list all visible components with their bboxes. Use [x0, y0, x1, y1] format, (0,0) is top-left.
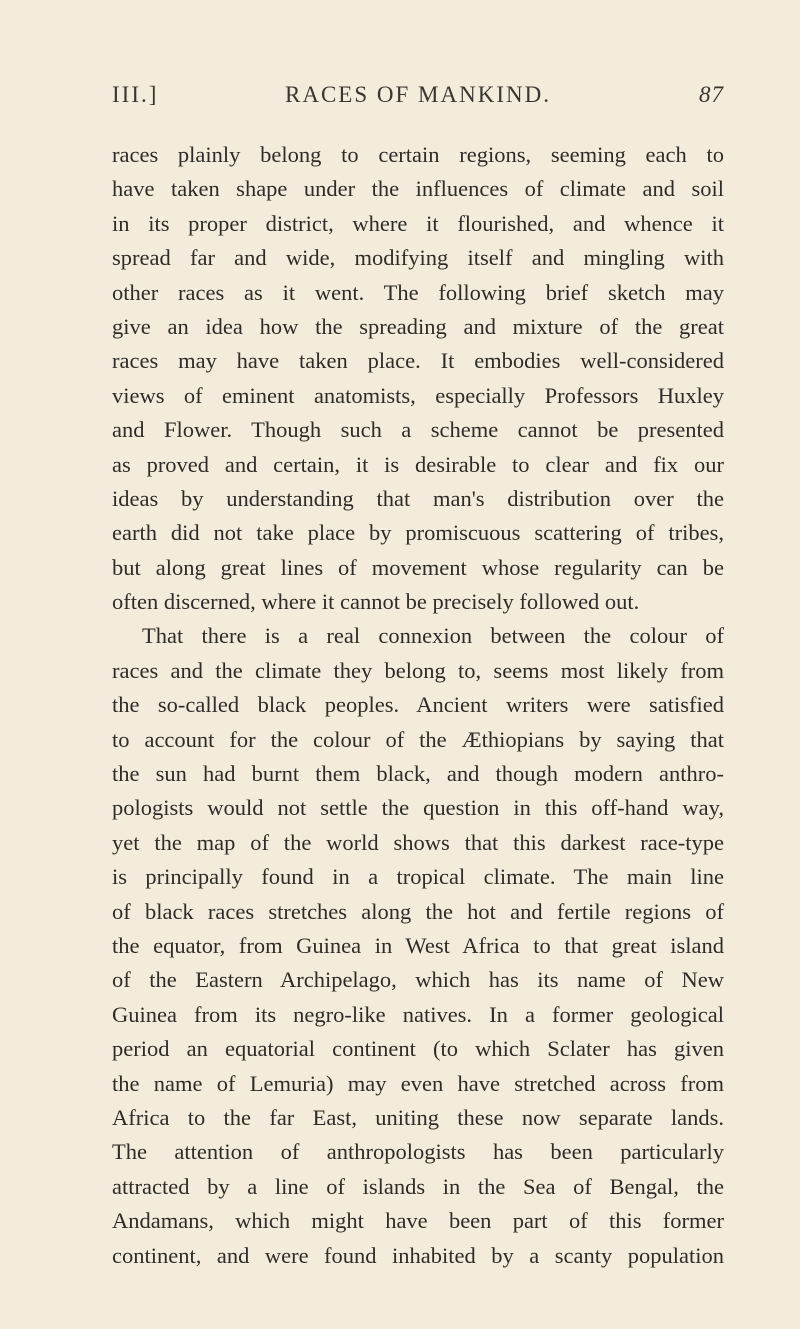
text-line: in its proper district, where it flourished, and whence it: [112, 210, 724, 236]
text-line: Guinea from its negro-like natives. In a former geological: [112, 1001, 724, 1027]
text-line: continent, and were found inhabited by a scanty population: [112, 1242, 724, 1268]
running-head: [112, 82, 724, 114]
text-line: races may have taken place. It embodies well-considered: [112, 348, 724, 374]
text-line: period an equatorial continent (to which Sclater has given: [112, 1036, 724, 1062]
text-line: attracted by a line of islands in the Sea of Bengal, the: [112, 1173, 724, 1199]
text-line: spread far and wide, modifying itself and mingling with: [112, 245, 724, 271]
page-number: 87: [699, 82, 724, 107]
text-line: of the Eastern Archipelago, which has its name of New: [112, 967, 724, 993]
text-line: views of eminent anatomists, especially Professors Huxley: [112, 382, 724, 408]
text-line: the name of Lemuria) may even have stretched across from: [112, 1070, 724, 1096]
text-line: The attention of anthropologists has been particularly: [112, 1139, 724, 1165]
text-line: but along great lines of movement whose regularity can be: [112, 554, 724, 580]
text-line: Africa to the far East, uniting these now separate lands.: [112, 1104, 724, 1130]
text-line: earth did not take place by promiscuous scattering of tribes,: [112, 520, 724, 546]
text-line: yet the map of the world shows that this darkest race-type: [112, 829, 724, 855]
body-text: [112, 138, 724, 1273]
text-line: other races as it went. The following brief sketch may: [112, 279, 724, 305]
text-line: pologists would not settle the question in this off-hand way,: [112, 795, 724, 821]
text-line: have taken shape under the influences of climate and soil: [112, 176, 724, 202]
text-line: to account for the colour of the Æthiopians by saying that: [112, 726, 724, 752]
text-line: Andamans, which might have been part of this former: [112, 1208, 724, 1234]
text-line: the sun had burnt them black, and though modern anthro-: [112, 761, 724, 787]
text-line: is principally found in a tropical climate. The main line: [112, 864, 724, 890]
running-title: RACES OF MANKIND.: [285, 82, 551, 107]
text-line: and Flower. Though such a scheme cannot be presented: [112, 417, 724, 443]
text-line: the equator, from Guinea in West Africa to that great island: [112, 932, 724, 958]
text-line: races plainly belong to certain regions, seeming each to: [112, 142, 724, 167]
text-line: races and the climate they belong to, seems most likely from: [112, 657, 724, 683]
text-line: ideas by understanding that man's distribution over the: [112, 485, 724, 511]
text-line: give an idea how the spreading and mixture of the great: [112, 313, 724, 339]
paragraph-start-line: That there is a real connexion between the colour of: [142, 623, 724, 649]
text-line: often discerned, where it cannot be precisely followed out.: [112, 589, 640, 615]
text-line: the so-called black peoples. Ancient writers were satisfied: [112, 692, 724, 718]
text-line: of black races stretches along the hot and fertile regions of: [112, 898, 724, 924]
text-line: as proved and certain, it is desirable to clear and fix our: [112, 451, 724, 477]
chapter-number: III.]: [112, 82, 159, 107]
